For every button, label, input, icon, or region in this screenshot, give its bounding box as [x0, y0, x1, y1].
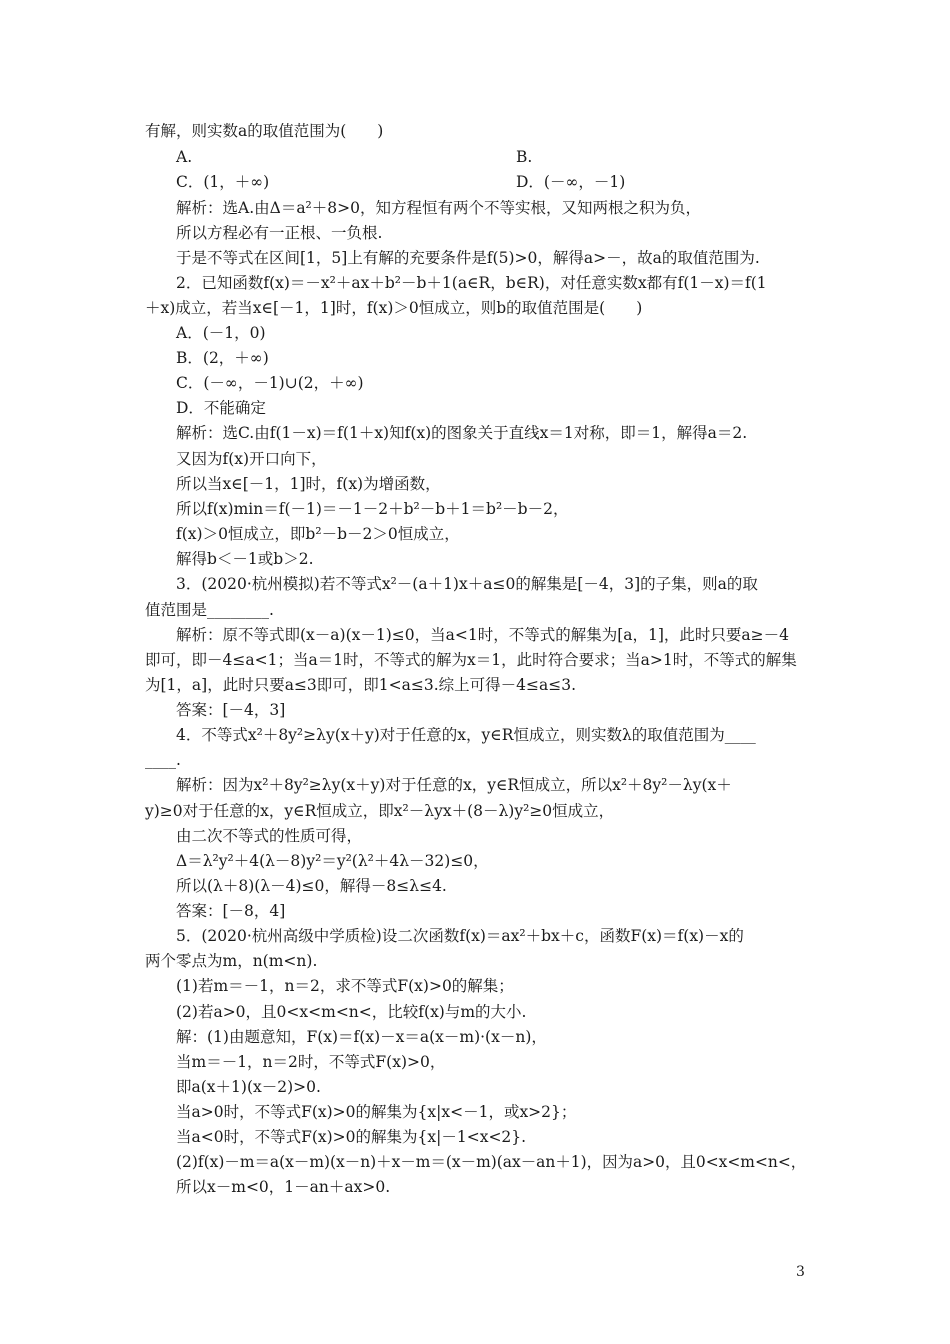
text-line: 答案：[－8，4] — [176, 902, 286, 920]
text-line: 答案：[－4，3] — [176, 701, 286, 719]
text-line: 当a>0时，不等式F(x)>0的解集为{x|x<－1，或x>2}； — [176, 1103, 577, 1121]
text-line: 所以方程必有一正根、一负根. — [176, 224, 383, 242]
text-line: C．(1，＋∞) — [176, 173, 270, 191]
text-line: 4．不等式x²＋8y²≥λy(x＋y)对于任意的x，y∈R恒成立，则实数λ的取值范围为____ — [176, 726, 756, 744]
text-line: 所以当x∈[－1，1]时，f(x)为增函数， — [176, 475, 441, 493]
text-line: A．(－1，0) — [176, 324, 266, 342]
text-line: C．(－∞，－1)∪(2，＋∞) — [176, 374, 364, 392]
text-line: 当a<0时，不等式F(x)>0的解集为{x|－1<x<2}. — [176, 1128, 527, 1146]
text-line: ＋x)成立，若当x∈[－1，1]时，f(x)＞0恒成立，则b的取值范围是( ) — [145, 299, 643, 317]
text-line: ____. — [145, 751, 181, 769]
text-line: 所以(λ＋8)(λ－4)≤0，解得－8≤λ≤4. — [176, 877, 447, 895]
text-line: 3．(2020·杭州模拟)若不等式x²－(a＋1)x＋a≤0的解集是[－4，3]的子集，则a的取 — [176, 575, 758, 593]
text-line: 值范围是________. — [145, 601, 274, 619]
text-line: (2)f(x)－m＝a(x－m)(x－n)＋x－m＝(x－m)(ax－an＋1)，因为a>0，且0<x<m<n<， — [176, 1153, 807, 1171]
text-line: B．(2，＋∞) — [176, 349, 269, 367]
text-line: 2．已知函数f(x)＝－x²＋ax＋b²－b＋1(a∈R，b∈R)，对任意实数x都有f(1－x)＝f(1 — [176, 274, 767, 292]
text-line: f(x)＞0恒成立，即b²－b－2＞0恒成立， — [176, 525, 460, 543]
text-line: D．(－∞，－1) — [516, 173, 626, 191]
text-line: 解析：原不等式即(x－a)(x－1)≤0，当a<1时，不等式的解集为[a，1]，此时只要a≥－4 — [176, 626, 790, 644]
text-line: 解析：选C.由f(1－x)＝f(1＋x)知f(x)的图象关于直线x＝1对称，即＝1，解得a＝2. — [176, 424, 748, 442]
text-line: 两个零点为m，n(m<n). — [145, 952, 318, 970]
text-line: 所以x－m<0，1－an＋ax>0. — [176, 1178, 391, 1196]
text-line: (2)若a>0，且0<x<m<n<，比较f(x)与m的大小. — [176, 1003, 527, 1021]
text-line: B. — [516, 148, 533, 166]
text-line: 由二次不等式的性质可得， — [176, 827, 363, 845]
text-line: 解析：选A.由Δ＝a²＋8>0，知方程恒有两个不等实根，又知两根之积为负， — [176, 199, 701, 217]
text-line: 为[1，a]，此时只要a≤3即可，即1<a≤3.综上可得－4≤a≤3. — [145, 676, 577, 694]
text-line: 即可，即－4≤a<1；当a＝1时，不等式的解为x＝1，此时符合要求；当a>1时，不等式的解集 — [145, 651, 797, 669]
text-line: 当m＝－1，n＝2时，不等式F(x)>0， — [176, 1053, 446, 1071]
text-line: 即a(x＋1)(x－2)>0. — [176, 1078, 321, 1096]
text-line: Δ＝λ²y²＋4(λ－8)y²＝y²(λ²＋4λ－32)≤0， — [176, 852, 489, 870]
text-line: 解：(1)由题意知，F(x)＝f(x)－x＝a(x－m)·(x－n)， — [176, 1028, 547, 1046]
text-line: 解得b＜－1或b＞2. — [176, 550, 314, 568]
text-line: 有解，则实数a的取值范围为( ) — [145, 122, 384, 140]
text-line: 所以f(x)min＝f(－1)＝－1－2＋b²－b＋1＝b²－b－2， — [176, 500, 569, 518]
page-number: 3 — [796, 1264, 805, 1280]
text-line: 于是不等式在区间[1，5]上有解的充要条件是f(5)>0，解得a>－，故a的取值范围为. — [176, 249, 760, 267]
text-line: (1)若m＝－1，n＝2，求不等式F(x)>0的解集； — [176, 977, 514, 995]
text-line: 5．(2020·杭州高级中学质检)设二次函数f(x)＝ax²＋bx＋c，函数F(x)＝f(x)－x的 — [176, 927, 744, 945]
text-line: D．不能确定 — [176, 399, 266, 417]
text-line: A. — [176, 148, 193, 166]
text-line: 解析：因为x²＋8y²≥λy(x＋y)对于任意的x，y∈R恒成立，所以x²＋8y²－λy(x＋ — [176, 776, 732, 794]
text-line: 又因为f(x)开口向下， — [176, 450, 327, 468]
text-line: y)≥0对于任意的x，y∈R恒成立，即x²－λyx＋(8－λ)y²≥0恒成立， — [145, 802, 615, 820]
